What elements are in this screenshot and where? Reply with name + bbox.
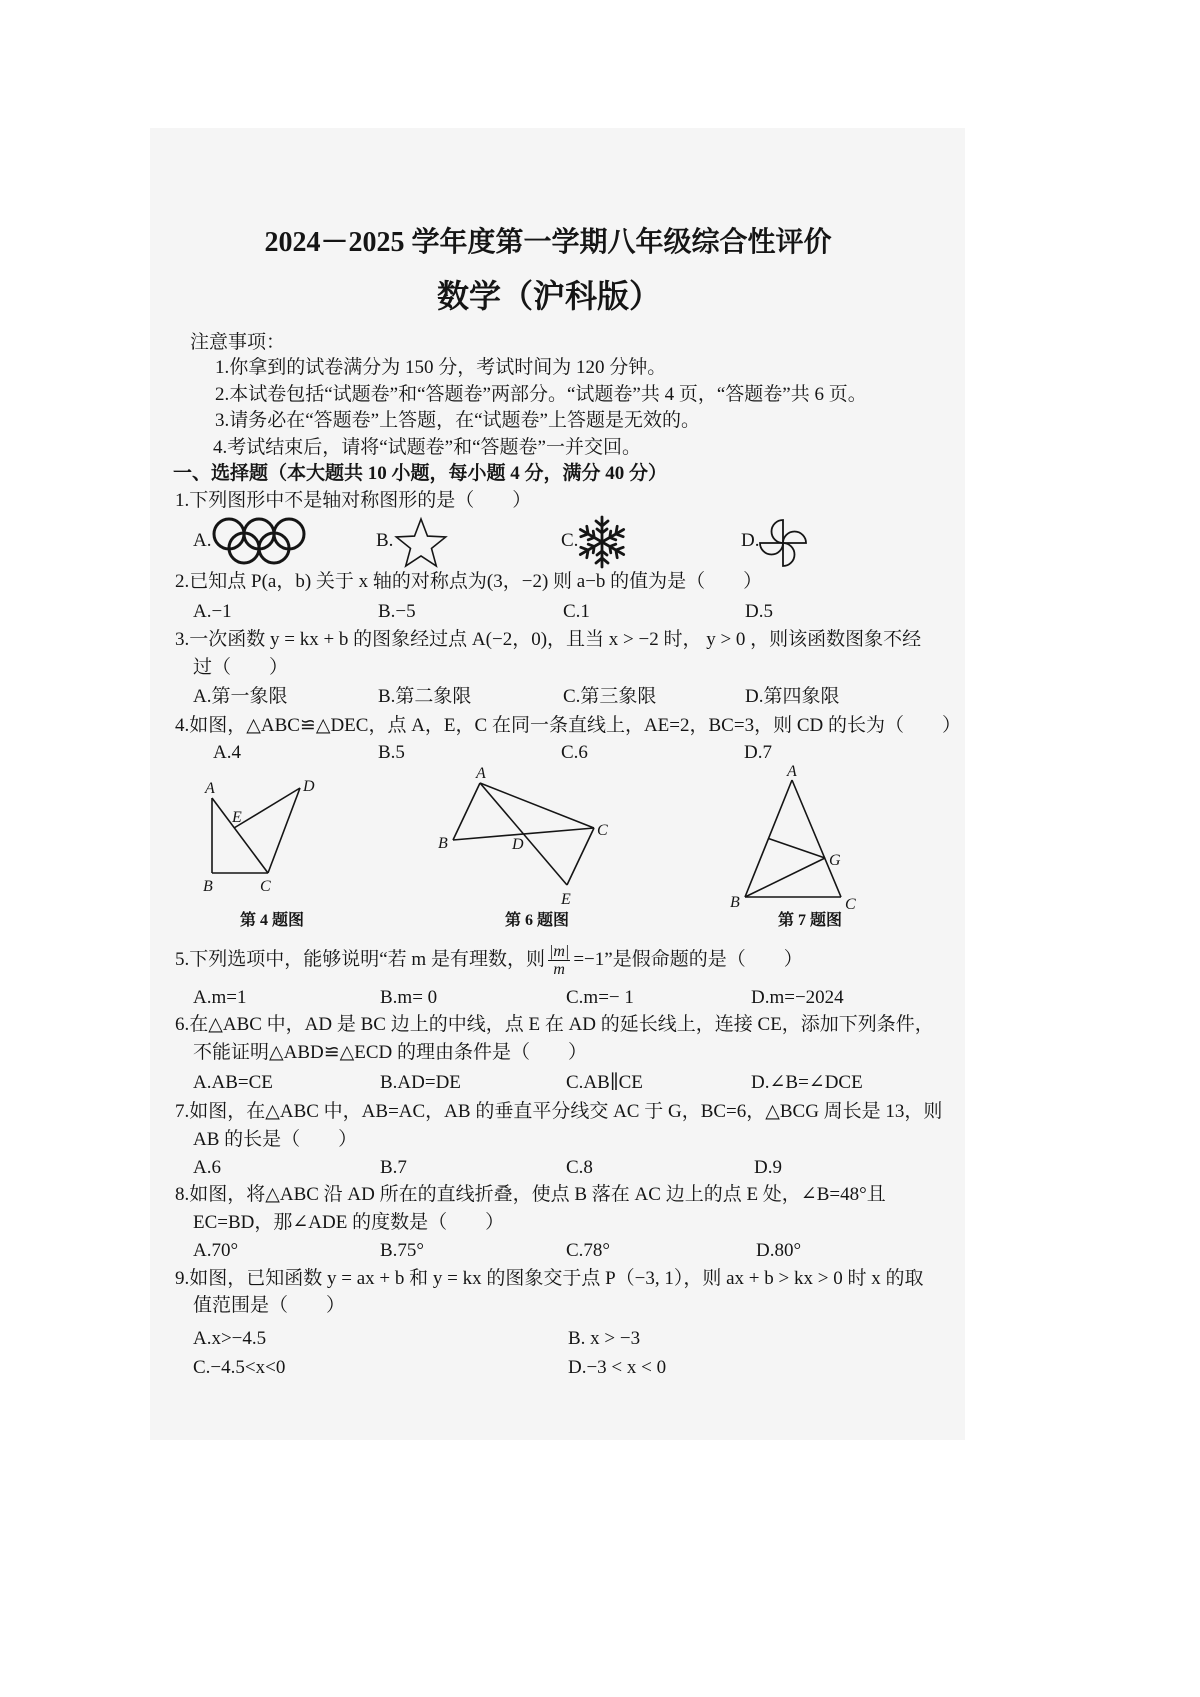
- fig6-label-d: D: [512, 836, 524, 853]
- figure-question-6: [434, 764, 614, 910]
- fraction-numerator: |m|: [548, 943, 570, 960]
- segment-ac: [792, 780, 841, 897]
- segment-ac: [480, 783, 594, 828]
- question-7-option-c: C.8: [566, 1157, 593, 1178]
- question-1-option-c: C.: [561, 530, 579, 551]
- fig6-label-b: B: [438, 835, 448, 852]
- fig6-label-a: A: [476, 765, 486, 782]
- question-8-option-c: C.78°: [566, 1240, 611, 1261]
- figure-question-4: [198, 772, 324, 896]
- question-5-stem-after: =−1”是假命题的是（ ）: [573, 948, 803, 970]
- figure-6-caption: 第 6 题图: [505, 912, 570, 929]
- segment-de: [234, 788, 300, 828]
- segment-ab: [453, 783, 480, 840]
- question-4-option-b: B.5: [378, 742, 405, 763]
- figure-7-caption: 第 7 题图: [778, 912, 843, 929]
- question-8-option-d: D.80°: [756, 1240, 802, 1261]
- question-4-stem: 4.如图，△ABC≌△DEC，点 A，E，C 在同一条直线上，AE=2，BC=3，则 CD 的长为（ ）: [175, 715, 961, 736]
- fig7-label-a: A: [787, 763, 797, 780]
- question-3-option-c: C.第三象限: [563, 686, 657, 707]
- notice-item-1: 1.你拿到的试卷满分为 150 分，考试时间为 120 分钟。: [215, 357, 667, 378]
- figure-4-caption: 第 4 题图: [240, 912, 305, 929]
- question-3-stem-line-1: 3.一次函数 y = kx + b 的图象经过点 A(−2，0)，且当 x > −2 时， y > 0 ，则该函数图象不经: [175, 629, 922, 650]
- question-6-stem-line-2: 不能证明△ABD≌△ECD 的理由条件是（ ）: [193, 1042, 588, 1063]
- exam-title: 2024－2025 学年度第一学期八年级综合性评价: [264, 227, 832, 258]
- question-2-option-b: B.−5: [378, 601, 416, 622]
- fig4-label-b: B: [203, 878, 213, 895]
- notice-item-2: 2.本试卷包括“试题卷”和“答题卷”两部分。“试题卷”共 4 页，“答题卷”共 6 页。: [215, 384, 867, 405]
- question-3-option-d: D.第四象限: [745, 686, 840, 707]
- question-7-option-a: A.6: [193, 1157, 221, 1178]
- snowflake-icon: [574, 514, 630, 570]
- fig6-label-c: C: [597, 822, 608, 839]
- question-5-option-c: C.m=− 1: [566, 987, 634, 1008]
- question-1-stem: 1.下列图形中不是轴对称图形的是（ ）: [175, 490, 532, 511]
- question-4-option-c: C.6: [561, 742, 588, 763]
- question-2-option-d: D.5: [745, 601, 773, 622]
- question-8-option-b: B.75°: [380, 1240, 425, 1261]
- fig4-label-d: D: [303, 778, 315, 795]
- question-5-stem-before: 5.下列选项中，能够说明“若 m 是有理数，则: [175, 948, 545, 970]
- question-3-option-b: B.第二象限: [378, 686, 472, 707]
- fig6-label-e: E: [561, 891, 571, 908]
- segment-ae: [480, 783, 567, 885]
- question-6-option-d: D.∠B=∠DCE: [751, 1072, 863, 1093]
- question-9-stem-line-1: 9.如图，已知函数 y = ax + b 和 y = kx 的图象交于点 P（−3, 1），则 ax + b > kx > 0 时 x 的取: [175, 1268, 924, 1289]
- question-3-stem-line-2: 过（ ）: [193, 657, 289, 678]
- question-5-option-d: D.m=−2024: [751, 987, 844, 1008]
- question-4-option-a: A.4: [213, 742, 241, 763]
- question-4-option-d: D.7: [744, 742, 772, 763]
- question-6-option-b: B.AD=DE: [380, 1072, 461, 1093]
- exam-subject-title: 数学（沪科版）: [436, 278, 661, 314]
- question-1-option-b: B.: [376, 530, 394, 551]
- question-7-option-b: B.7: [380, 1157, 407, 1178]
- question-5-option-b: B.m= 0: [380, 987, 438, 1008]
- question-9-stem-line-2: 值范围是（ ）: [193, 1295, 346, 1316]
- question-2-stem: 2.已知点 P(a，b) 关于 x 轴的对称点为(3，−2) 则 a−b 的值为是（ ）: [175, 571, 763, 592]
- figure-question-7: [726, 760, 864, 914]
- segment-ce: [567, 828, 594, 885]
- question-8-option-a: A.70°: [193, 1240, 239, 1261]
- question-6-option-c: C.AB∥CE: [566, 1072, 643, 1093]
- section-title: 一、选择题（本大题共 10 小题，每小题 4 分，满分 40 分）: [173, 463, 668, 484]
- question-9-option-b: B. x > −3: [568, 1328, 641, 1349]
- question-9-option-a: A.x>−4.5: [193, 1328, 267, 1349]
- question-9-option-c: C.−4.5<x<0: [193, 1357, 286, 1378]
- question-2-option-a: A.−1: [193, 601, 232, 622]
- perpendicular-bisector-segment: [769, 839, 826, 859]
- fig4-label-e: E: [232, 809, 242, 826]
- fig7-label-c: C: [845, 896, 856, 913]
- pinwheel-icon: [755, 516, 811, 570]
- question-7-stem-line-2: AB 的长是（ ）: [193, 1129, 358, 1150]
- fraction-denominator: m: [553, 961, 565, 978]
- question-5-option-a: A.m=1: [193, 987, 247, 1008]
- question-3-option-a: A.第一象限: [193, 686, 288, 707]
- question-7-option-d: D.9: [754, 1157, 782, 1178]
- question-7-stem-line-1: 7.如图，在△ABC 中，AB=AC，AB 的垂直平分线交 AC 于 G，BC=6，△BCG 周长是 13，则: [175, 1101, 943, 1122]
- question-1-option-d: D.: [741, 530, 760, 551]
- question-6-option-a: A.AB=CE: [193, 1072, 273, 1093]
- question-1-option-a: A.: [193, 530, 212, 551]
- notice-item-4: 4.考试结束后，请将“试题卷”和“答题卷”一并交回。: [213, 437, 641, 458]
- segment-bg: [745, 858, 825, 897]
- notice-heading: 注意事项：: [190, 332, 286, 353]
- question-2-option-c: C.1: [563, 601, 590, 622]
- fig7-label-g: G: [829, 852, 841, 869]
- segment-dc: [268, 788, 300, 873]
- question-5-stem: [175, 943, 803, 978]
- olympic-rings-icon: [211, 517, 307, 565]
- question-6-stem-line-1: 6.在△ABC 中，AD 是 BC 边上的中线，点 E 在 AD 的延长线上，连接 CE，添加下列条件，: [175, 1014, 934, 1035]
- question-8-stem-line-1: 8.如图，将△ABC 沿 AD 所在的直线折叠，使点 B 落在 AC 边上的点 E 处，∠B=48°且: [175, 1184, 886, 1205]
- fig7-label-b: B: [730, 894, 740, 911]
- fig4-label-c: C: [260, 878, 271, 895]
- abs-m-over-m-fraction: [548, 943, 570, 978]
- fig4-label-a: A: [205, 780, 215, 797]
- notice-item-3: 3.请务必在“答题卷”上答题，在“试题卷”上答题是无效的。: [215, 410, 700, 431]
- star-icon: [394, 518, 448, 568]
- question-9-option-d: D.−3 < x < 0: [568, 1357, 667, 1378]
- question-8-stem-line-2: EC=BD，那∠ADE 的度数是（ ）: [193, 1212, 505, 1233]
